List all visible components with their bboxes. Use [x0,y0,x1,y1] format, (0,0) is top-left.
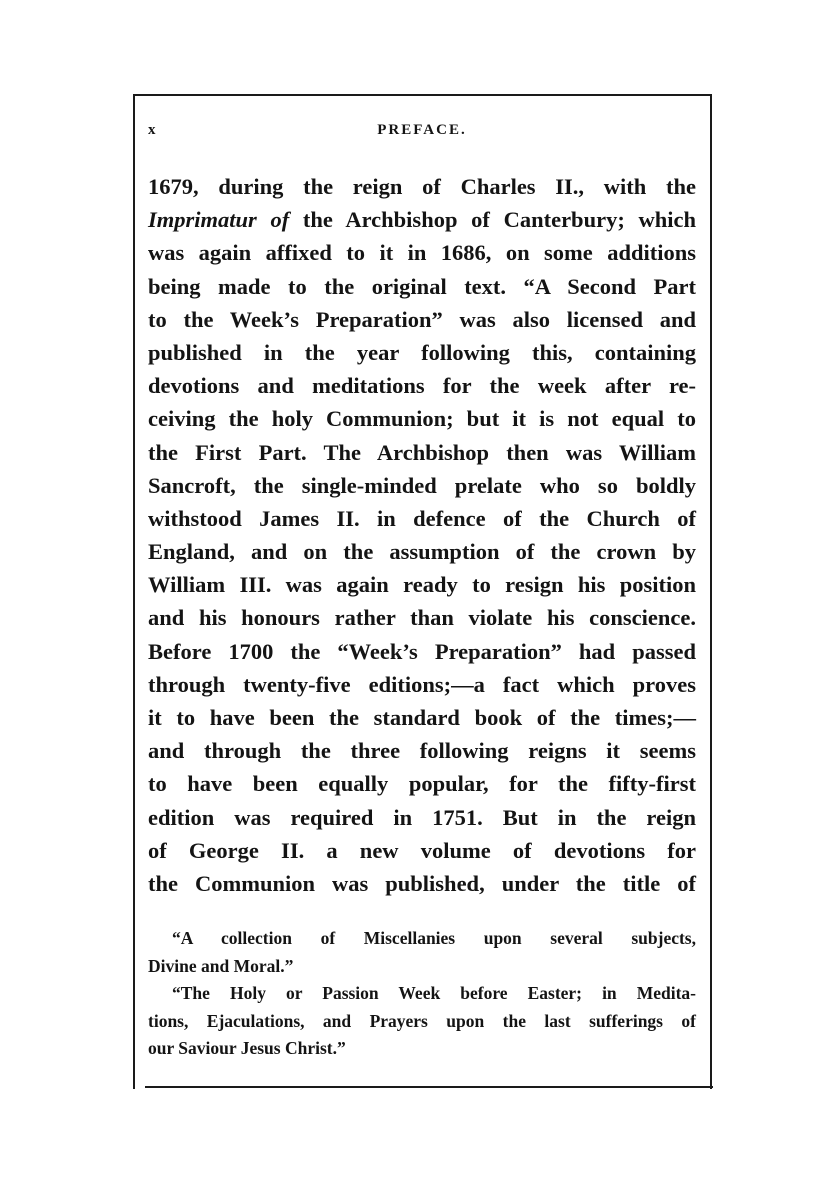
body-line: devotions and meditations for the week after re- [148,373,696,399]
running-title: PREFACE. [377,122,467,138]
body-line [148,203,696,236]
body-line: and his honours rather than violate his conscience. [148,605,696,631]
body-line: to the Week’s Preparation” was also licensed and [148,306,696,332]
body-line: it to have been the standard book of the times;— [148,705,696,730]
body-line: published in the year following this, containing [148,339,696,365]
body-line-rest: the Archbishop of Canterbury; which [302,207,697,233]
body-line: being made to the original text. “A Second Part [148,273,696,299]
imprimatur-italic: Imprimatur of [148,207,290,233]
body-line: Sancroft, the single-minded prelate who so boldly [148,472,696,498]
footnote-line: our Saviour Jesus Christ.” [148,1038,346,1058]
body-line: the Communion was published, under the title of [148,870,696,896]
body-line: was again affixed to it in 1686, on some additions [148,240,696,266]
body-line: William III. was again ready to resign his position [148,572,696,598]
page-number: x [148,122,157,138]
body-line: edition was required in 1751. But in the reign [148,804,696,830]
body-line: of George II. a new volume of devotions for [148,837,696,863]
bottom-rule [145,1086,713,1088]
body-line: and through the three following reigns it seems [148,738,696,764]
footnote-line: Divine and Moral.” [148,955,294,976]
body-line: to have been equally popular, for the fifty-first [148,771,696,797]
running-head [148,122,696,146]
body-line: withstood James II. in defence of the Church of [148,505,696,531]
footnotes [148,925,696,1063]
footnote-line: tions, Ejaculations, and Prayers upon the last sufferings of [148,1010,696,1031]
body-line: England, and on the assumption of the crown by [148,539,696,565]
body-line: the First Part. The Archbishop then was William [148,439,696,465]
body-line: 1679, during the reign of Charles II., with the [148,174,696,199]
body-line: Before 1700 the “Week’s Preparation” had passed [148,638,696,664]
footnote-line: “A collection of Miscellanies upon several subjects, [172,928,696,948]
body-text [148,170,696,900]
footnote-line: “The Holy or Passion Week before Easter; in Medita- [172,983,696,1003]
body-line: through twenty-five editions;—a fact which proves [148,671,696,697]
body-line: ceiving the holy Communion; but it is not equal to [148,406,696,432]
